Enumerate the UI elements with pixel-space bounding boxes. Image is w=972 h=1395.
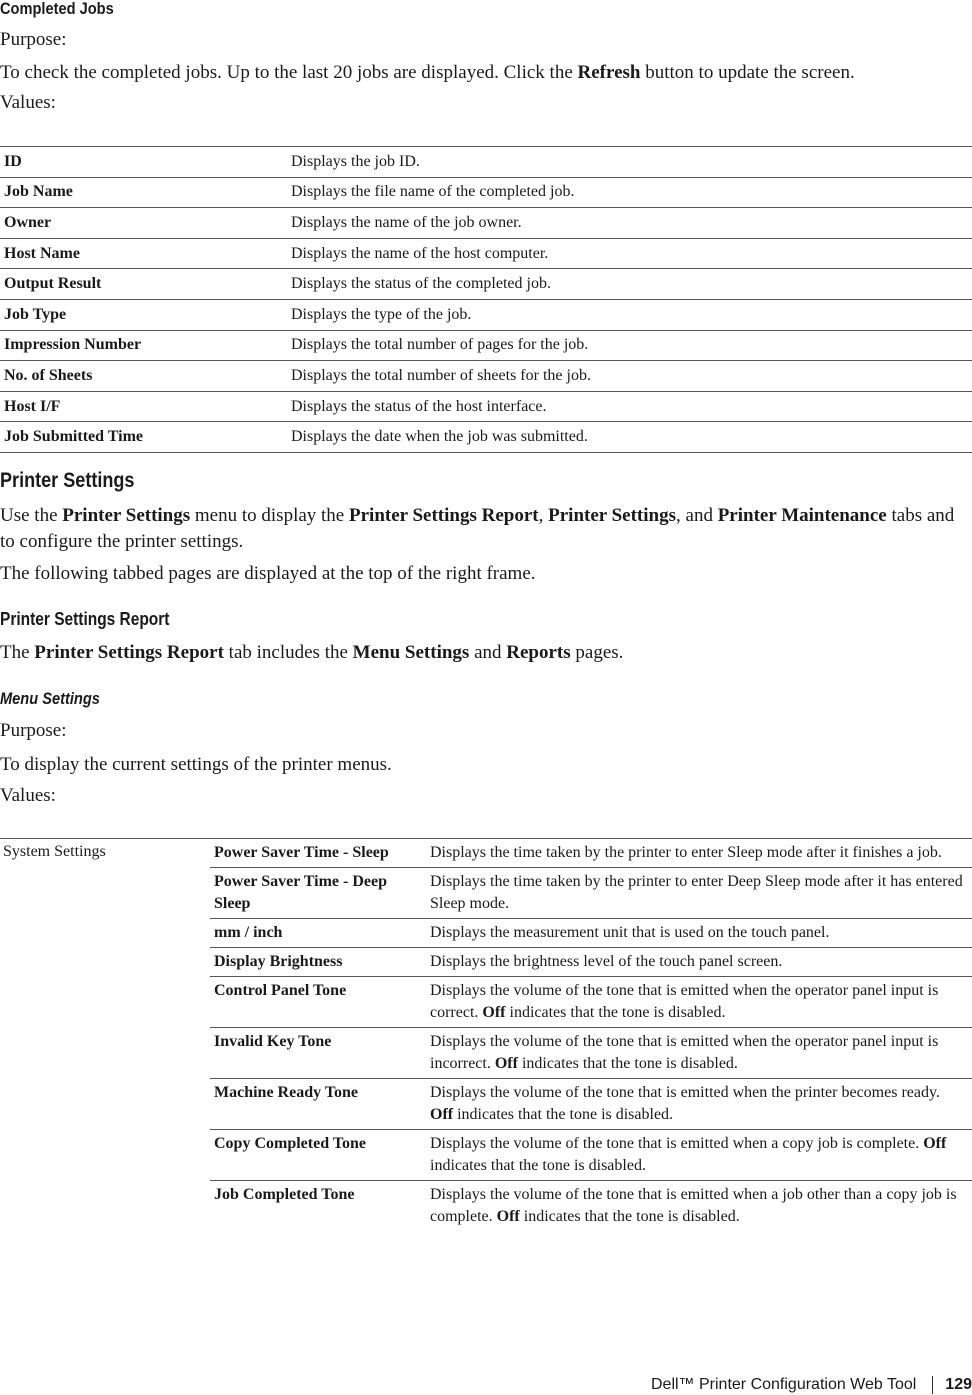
setting-name: Copy Completed Tone bbox=[214, 1135, 367, 1152]
field-name: Impression Number bbox=[0, 330, 286, 361]
table-row bbox=[210, 948, 972, 977]
setting-description: Displays the volume of the tone that is emitted when the printer becomes ready. Off indicates that the tone is disabled. bbox=[430, 1084, 940, 1123]
setting-name: Control Panel Tone bbox=[214, 982, 347, 999]
field-description: Displays the type of the job. bbox=[286, 299, 972, 330]
setting-description: Displays the time taken by the printer to enter Sleep mode after it finishes a job. bbox=[430, 844, 942, 861]
purpose-text: To display the current settings of the printer menus. bbox=[0, 754, 392, 775]
table-row bbox=[210, 919, 972, 948]
setting-description: Displays the measurement unit that is used on the touch panel. bbox=[430, 924, 830, 941]
subsection-heading-menu-settings: Menu Settings bbox=[0, 689, 100, 708]
group-label: System Settings bbox=[3, 843, 106, 860]
setting-name: mm / inch bbox=[214, 924, 283, 941]
field-description: Displays the status of the completed job. bbox=[286, 269, 972, 300]
table-row bbox=[0, 361, 972, 392]
printer-settings-intro: Use the Printer Settings menu to display the Printer Settings Report, Printer Settings, and Printer Maintenance tabs and to configure the printer settings. bbox=[0, 505, 955, 552]
purpose-label: Purpose: bbox=[0, 29, 67, 50]
table-row bbox=[0, 422, 972, 453]
setting-description: Displays the volume of the tone that is emitted when a copy job is complete. Off indicates that the tone is disabled. bbox=[430, 1135, 947, 1174]
table-row bbox=[210, 1181, 972, 1231]
table-row bbox=[210, 1028, 972, 1079]
section-heading-printer-settings: Printer Settings bbox=[0, 469, 135, 492]
subsection-heading-report: Printer Settings Report bbox=[0, 609, 170, 629]
field-description: Displays the date when the job was submitted. bbox=[286, 422, 972, 453]
table-row bbox=[0, 147, 972, 178]
table-row bbox=[210, 977, 972, 1028]
field-description: Displays the file name of the completed job. bbox=[286, 177, 972, 208]
field-description: Displays the name of the host computer. bbox=[286, 238, 972, 269]
setting-name: Machine Ready Tone bbox=[214, 1084, 359, 1101]
field-name: Output Result bbox=[0, 269, 286, 300]
values-label: Values: bbox=[0, 92, 56, 113]
footer-title: Dell™ Printer Configuration Web Tool bbox=[650, 1376, 917, 1394]
field-description: Displays the status of the host interface. bbox=[286, 391, 972, 422]
footer-divider bbox=[932, 1376, 933, 1394]
purpose-label: Purpose: bbox=[0, 720, 67, 741]
setting-name: Power Saver Time - Deep Sleep bbox=[214, 873, 388, 912]
table-row bbox=[210, 1130, 972, 1181]
field-name: Job Submitted Time bbox=[0, 422, 286, 453]
setting-description: Displays the volume of the tone that is emitted when the operator panel input is correct. Off indicates that the tone is disabled. bbox=[430, 982, 939, 1021]
field-name: Job Name bbox=[0, 177, 286, 208]
report-intro: The Printer Settings Report tab includes the Menu Settings and Reports pages. bbox=[0, 642, 624, 663]
setting-description: Displays the time taken by the printer to enter Deep Sleep mode after it has entered Sleep mode. bbox=[430, 873, 963, 912]
table-row bbox=[0, 269, 972, 300]
table-row bbox=[0, 208, 972, 239]
field-name: Job Type bbox=[0, 299, 286, 330]
field-name: Host Name bbox=[0, 238, 286, 269]
setting-name: Job Completed Tone bbox=[214, 1186, 355, 1203]
field-name: Host I/F bbox=[0, 391, 286, 422]
field-name: Owner bbox=[0, 208, 286, 239]
field-description: Displays the total number of pages for the job. bbox=[286, 330, 972, 361]
values-label: Values: bbox=[0, 785, 56, 806]
printer-settings-note: The following tabbed pages are displayed at the top of the right frame. bbox=[0, 563, 536, 584]
setting-description: Displays the volume of the tone that is emitted when a job other than a copy job is complete. Off indicates that the tone is disabled. bbox=[430, 1186, 957, 1225]
table-row bbox=[0, 330, 972, 361]
setting-description: Displays the brightness level of the touch panel screen. bbox=[430, 953, 783, 970]
field-description: Displays the name of the job owner. bbox=[286, 208, 972, 239]
table-row bbox=[210, 1079, 972, 1130]
field-description: Displays the total number of sheets for the job. bbox=[286, 361, 972, 392]
page-footer bbox=[651, 1376, 972, 1394]
setting-name: Power Saver Time - Sleep bbox=[214, 844, 389, 861]
field-name: No. of Sheets bbox=[0, 361, 286, 392]
setting-name: Display Brightness bbox=[214, 953, 343, 970]
table-row bbox=[0, 238, 972, 269]
section-heading-completed-jobs: Completed Jobs bbox=[0, 0, 114, 18]
table-row bbox=[0, 299, 972, 330]
field-name: ID bbox=[0, 147, 286, 178]
purpose-text: To check the completed jobs. Up to the last 20 jobs are displayed. Click the Refresh button to update the screen. bbox=[0, 62, 855, 83]
setting-description: Displays the volume of the tone that is emitted when the operator panel input is incorrect. Off indicates that the tone is disabled. bbox=[430, 1033, 939, 1072]
table-row bbox=[210, 868, 972, 919]
setting-name: Invalid Key Tone bbox=[214, 1033, 332, 1050]
page-number: 129 bbox=[945, 1376, 972, 1394]
field-description: Displays the job ID. bbox=[286, 147, 972, 178]
completed-jobs-table bbox=[0, 146, 972, 453]
table-row bbox=[210, 839, 972, 868]
menu-settings-table bbox=[210, 839, 972, 1231]
table-row bbox=[0, 177, 972, 208]
table-row bbox=[0, 391, 972, 422]
